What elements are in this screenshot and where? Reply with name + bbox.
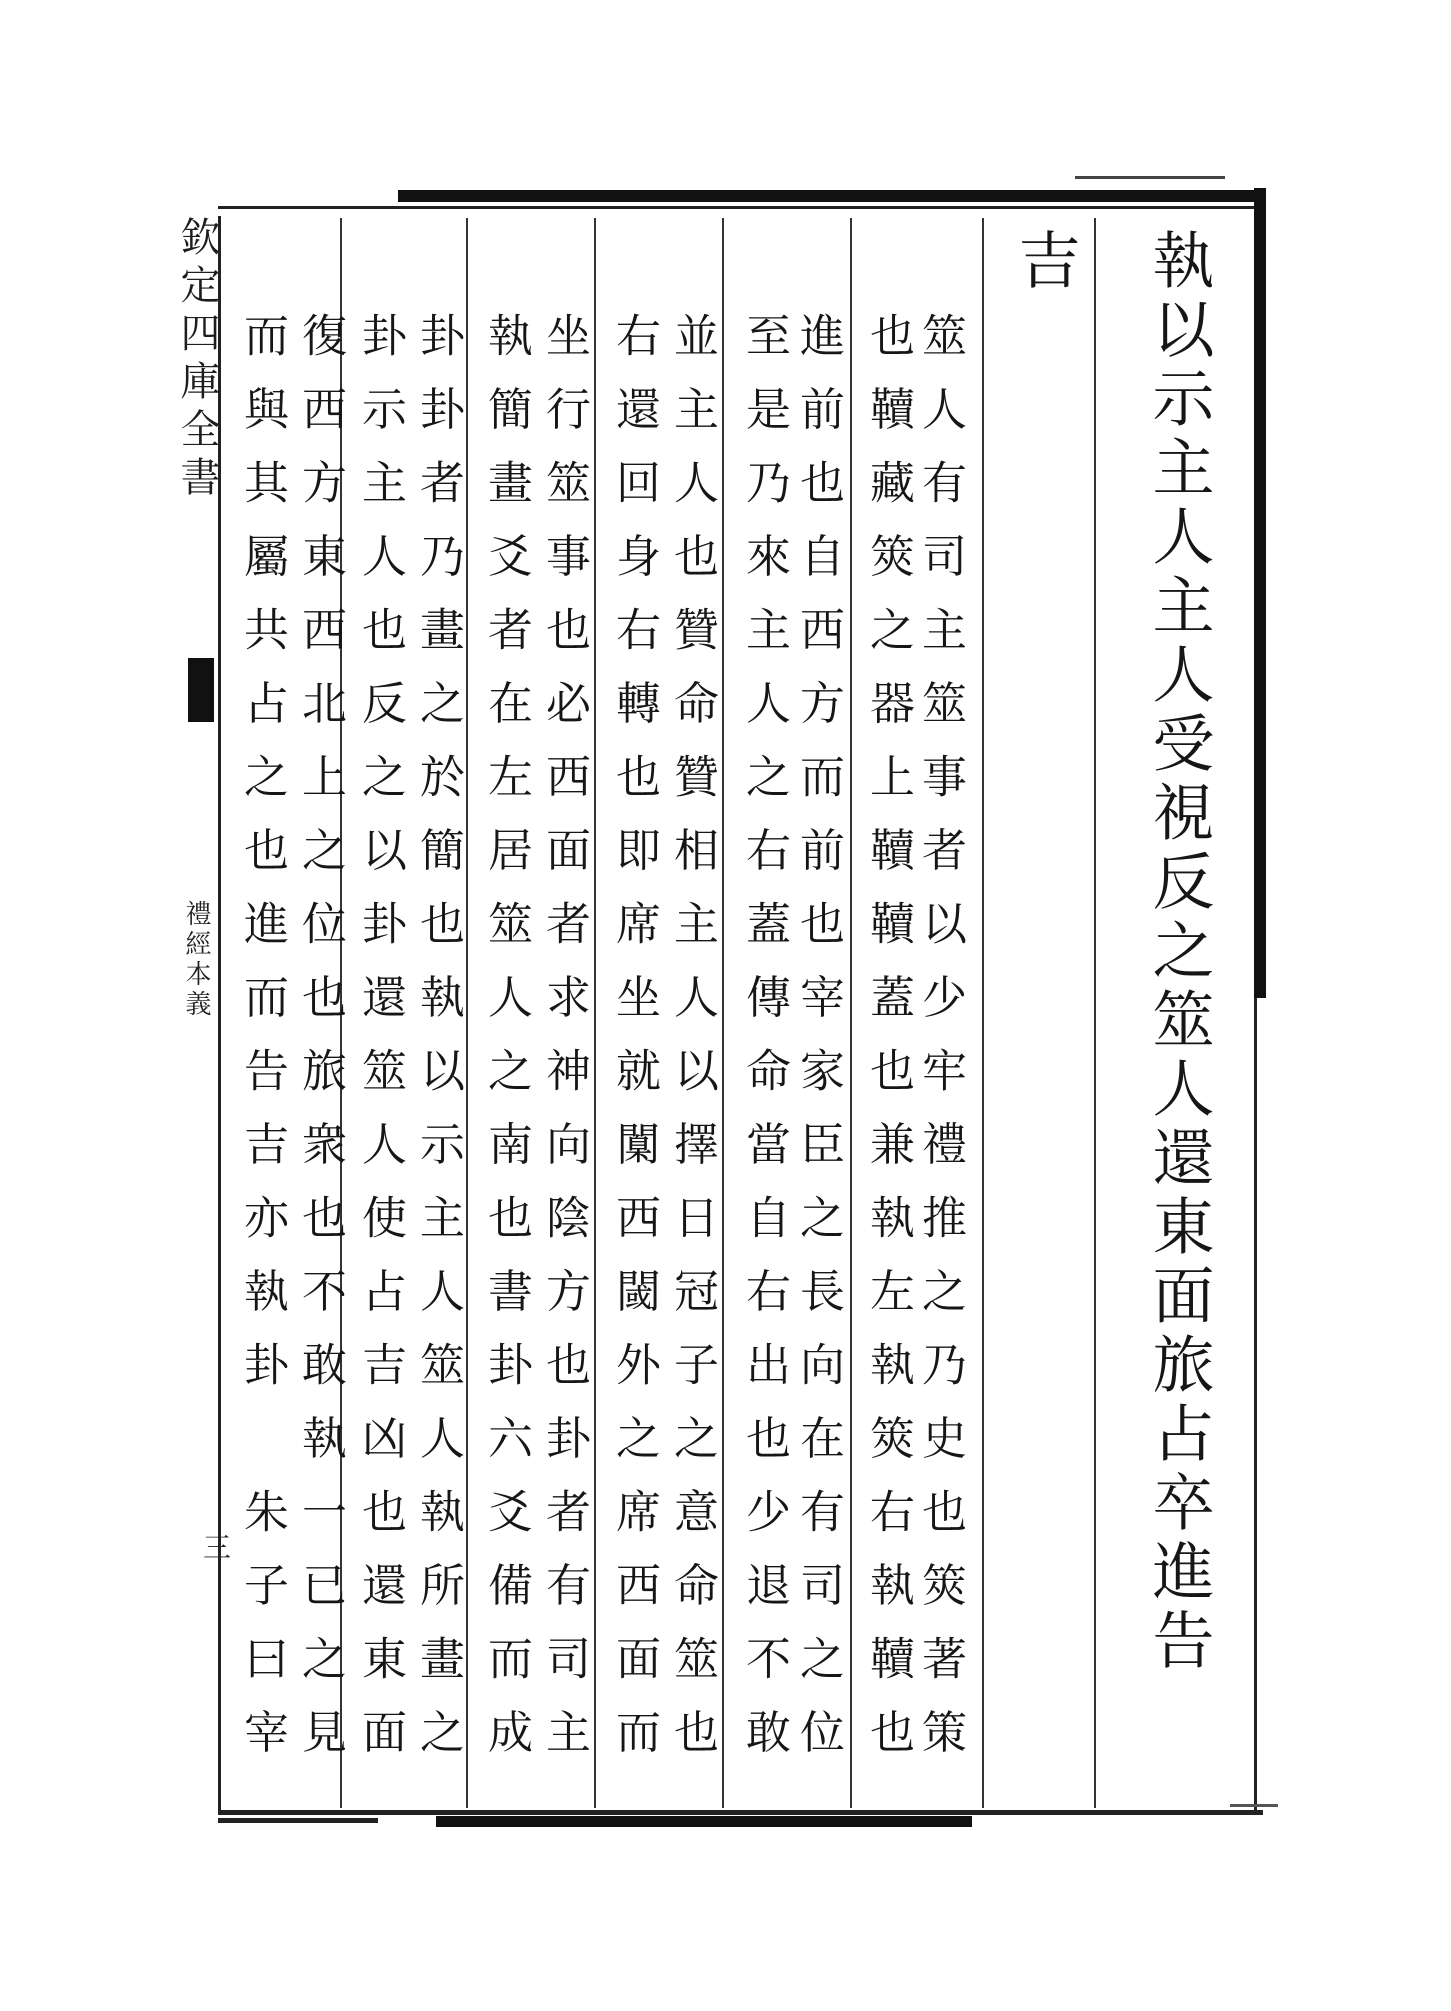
main-text-column: 執以示主人主人受視反之筮人還東面旅占卒進告 bbox=[1142, 228, 1215, 1677]
commentary-column: 至是乃來主人之右蓋傳命當自右出也少退不敢 bbox=[738, 312, 791, 1782]
commentary-column: 執簡畫爻者在左居筮人之南也書卦六爻備而成 bbox=[480, 312, 533, 1782]
commentary-column: 坐行筮事也必西面者求神向陰方也卦者有司主 bbox=[538, 312, 591, 1782]
commentary-column: 也韇藏筴之器上韇韇蓋也兼執左執筴右執韇也 bbox=[862, 312, 915, 1782]
folio-number: 三 bbox=[203, 1531, 232, 1564]
column-rule bbox=[1094, 218, 1096, 1808]
main-text-column: 吉 bbox=[1008, 228, 1081, 297]
commentary-column: 右還回身右轉也即席坐就闑西閾外之席西面而 bbox=[608, 312, 661, 1782]
top-border-thick bbox=[398, 190, 1260, 202]
commentary-column: 復西方東西北上之位也旅衆也不敢執一已之見 bbox=[294, 312, 347, 1782]
top-edge-fragment bbox=[1075, 176, 1225, 179]
commentary-column: 進前也自西方而前也宰家臣之長向在有司之位 bbox=[792, 312, 845, 1782]
book-series-title: 欽定四庫全書 bbox=[174, 216, 220, 504]
column-rule bbox=[850, 218, 852, 1808]
bottom-border-thin bbox=[218, 1818, 378, 1823]
top-border-thin bbox=[218, 206, 1260, 209]
column-rule bbox=[982, 218, 984, 1808]
commentary-column: 而與其屬共占之也進而告吉亦執卦 朱子曰宰 bbox=[236, 312, 289, 1782]
bottom-border-thick bbox=[436, 1816, 972, 1827]
fishtail-mark bbox=[188, 658, 214, 722]
column-rule bbox=[722, 218, 724, 1808]
commentary-column: 筮人有司主筮事者以少牢禮推之乃史也筴著策 bbox=[914, 312, 967, 1782]
commentary-column: 並主人也贊命贊相主人以擇日冠子之意命筮也 bbox=[666, 312, 719, 1782]
commentary-column: 卦卦者乃畫之於簡也執以示主人筮人執所畫之 bbox=[412, 312, 465, 1782]
bottom-edge-fragment bbox=[1230, 1804, 1278, 1807]
column-rule bbox=[594, 218, 596, 1808]
margin-book-title: 禮經本義 bbox=[181, 900, 211, 1020]
commentary-column: 卦示主人也反之以卦還筮人使占吉凶也還東面 bbox=[354, 312, 407, 1782]
